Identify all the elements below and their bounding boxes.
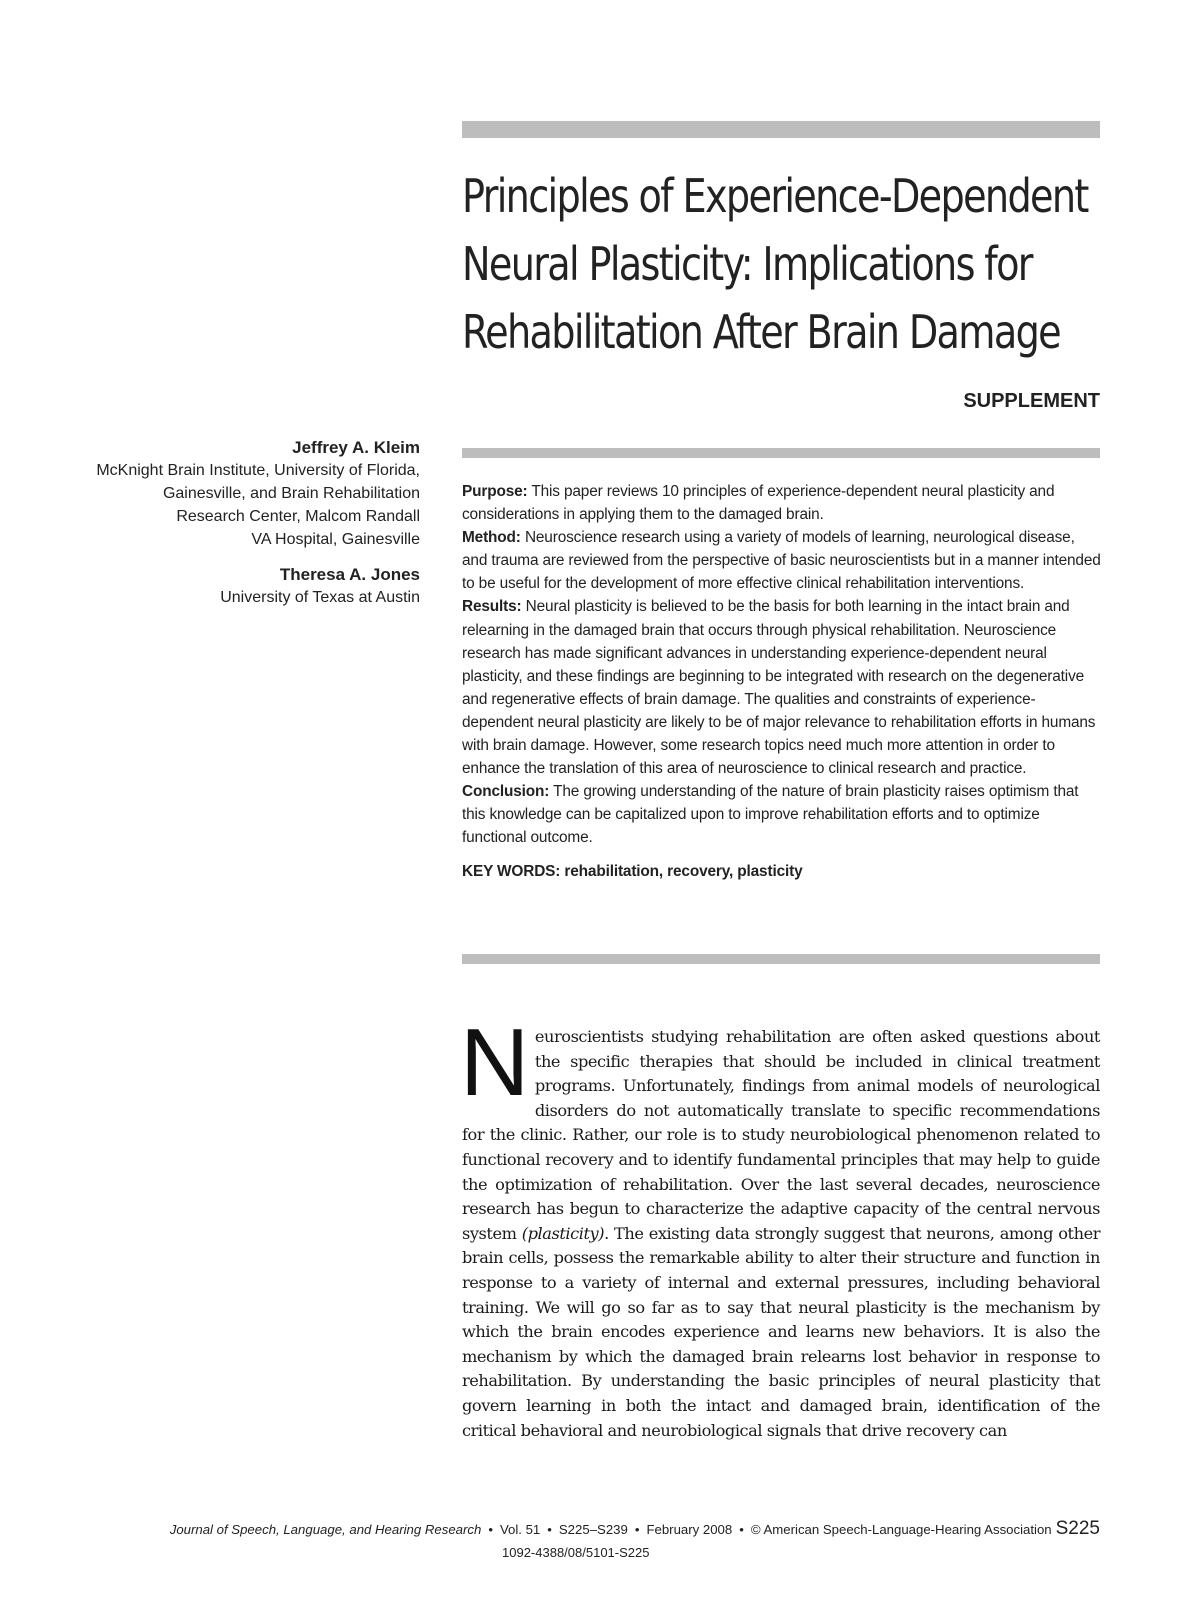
title-line-2: Neural Plasticity: Implications for [462, 237, 1032, 291]
issue-date: February 2008 [646, 1522, 733, 1537]
keywords-text: rehabilitation, recovery, plasticity [564, 862, 803, 880]
issn: 1092-4388/08/5101-S225 [502, 1545, 650, 1560]
body-paragraph [460, 1009, 1100, 1443]
body-text-end: . The existing data strongly suggest that neurons, among other brain cells, possess the remarkable ability to alter their structure and function in response to a variety of internal and external pressures, including behavioral training. We will go so far as to say that neural plasticity is the mechanism by which the brain encodes experience and learns new behaviors. It is also the mechanism by which the damaged brain relearns lost behavior in response to rehabilitation. By understanding the basic principles of neural plasticity that govern learning in both the intact and damaged brain, identification of the critical behavioral and neurobiological signals that drive recovery can [462, 1223, 1100, 1440]
author-1 [40, 436, 420, 551]
abstract-conclusion [462, 780, 1102, 849]
body-italic-term: (plasticity) [521, 1223, 605, 1243]
title-line-3: Rehabilitation After Brain Damage [462, 305, 1060, 359]
bullet-separator: • [547, 1522, 552, 1537]
volume: Vol. 51 [499, 1522, 541, 1537]
author-list [40, 436, 420, 609]
purpose-label: Purpose: [462, 483, 528, 500]
method-label: Method: [462, 529, 521, 547]
keywords-label: KEY WORDS: [462, 862, 561, 880]
page-number: S225 [1055, 1518, 1100, 1539]
journal-name: Journal of Speech, Language, and Hearing Research [169, 1522, 482, 1537]
article-title [462, 162, 1088, 366]
abstract [462, 480, 1102, 883]
author-name: Theresa A. Jones [279, 565, 420, 584]
title-line-1: Principles of Experience-Dependent [462, 169, 1088, 223]
page-footer [0, 1518, 1100, 1540]
method-text: Neuroscience research using a variety of models of learning, neurological disease, and trauma are reviewed from the perspective of basic neuroscientists but in a manner intended to be useful for the development of more effective clinical rehabilitation interventions. [462, 529, 1101, 593]
author-affiliation: McKnight Brain Institute, University of Florida, Gainesville, and Brain Rehabilitation Research Center, Malcom Randall VA Hospital, Gainesville [96, 462, 420, 548]
supplement-label: SUPPLEMENT [963, 390, 1100, 412]
results-label: Results: [462, 598, 522, 616]
author-affiliation: University of Texas at Austin [220, 589, 420, 606]
abstract-results [462, 595, 1102, 780]
page-range: S225–S239 [558, 1522, 628, 1537]
bullet-separator: • [488, 1522, 493, 1537]
keywords [462, 860, 1102, 883]
drop-cap: N [460, 1009, 529, 1116]
top-rule [462, 121, 1100, 138]
abstract-purpose [462, 480, 1102, 526]
copyright: © American Speech-Language-Hearing Association [750, 1522, 1052, 1537]
author-2 [40, 563, 420, 609]
author-name: Jeffrey A. Kleim [292, 438, 420, 457]
abstract-top-rule [462, 448, 1100, 458]
body-text-start: euroscientists studying rehabilitation are often asked questions about the specific therapies that should be included in clinical treatment programs. Unfortunately, findings from animal models of neurological disorders do not automatically translate to specific recommendations for the clinic. Rather, our role is to study neurobiological phenomenon related to functional recovery and to identify fundamental principles that may help to guide the optimization of rehabilitation. Over the last several decades, neuroscience research has begun to characterize the adaptive capacity of the central nervous system [462, 1027, 1100, 1243]
results-text: Neural plasticity is believed to be the basis for both learning in the intact brain and relearning in the damaged brain that occurs through physical rehabilitation. Neuroscience research has made significant advances in understanding experience-dependent neural plasticity, and these findings are beginning to be integrated with research on the degenerative and regenerative effects of brain damage. The qualities and constraints of experience-dependent neural plasticity are likely to be of major relevance to rehabilitation efforts in humans with brain damage. However, some research topics need much more attention in order to enhance the translation of this area of neuroscience to clinical research and practice. [462, 598, 1096, 778]
bullet-separator: • [634, 1522, 640, 1537]
bullet-separator: • [739, 1522, 744, 1537]
abstract-method [462, 526, 1102, 595]
abstract-bottom-rule [462, 954, 1100, 964]
conclusion-text: The growing understanding of the nature of brain plasticity raises optimism that this knowledge can be capitalized upon to improve rehabilitation efforts and to optimize functional outcome. [462, 783, 1079, 847]
conclusion-label: Conclusion: [462, 783, 550, 801]
purpose-text: This paper reviews 10 principles of experience-dependent neural plasticity and considerations in applying them to the damaged brain. [462, 483, 1055, 524]
